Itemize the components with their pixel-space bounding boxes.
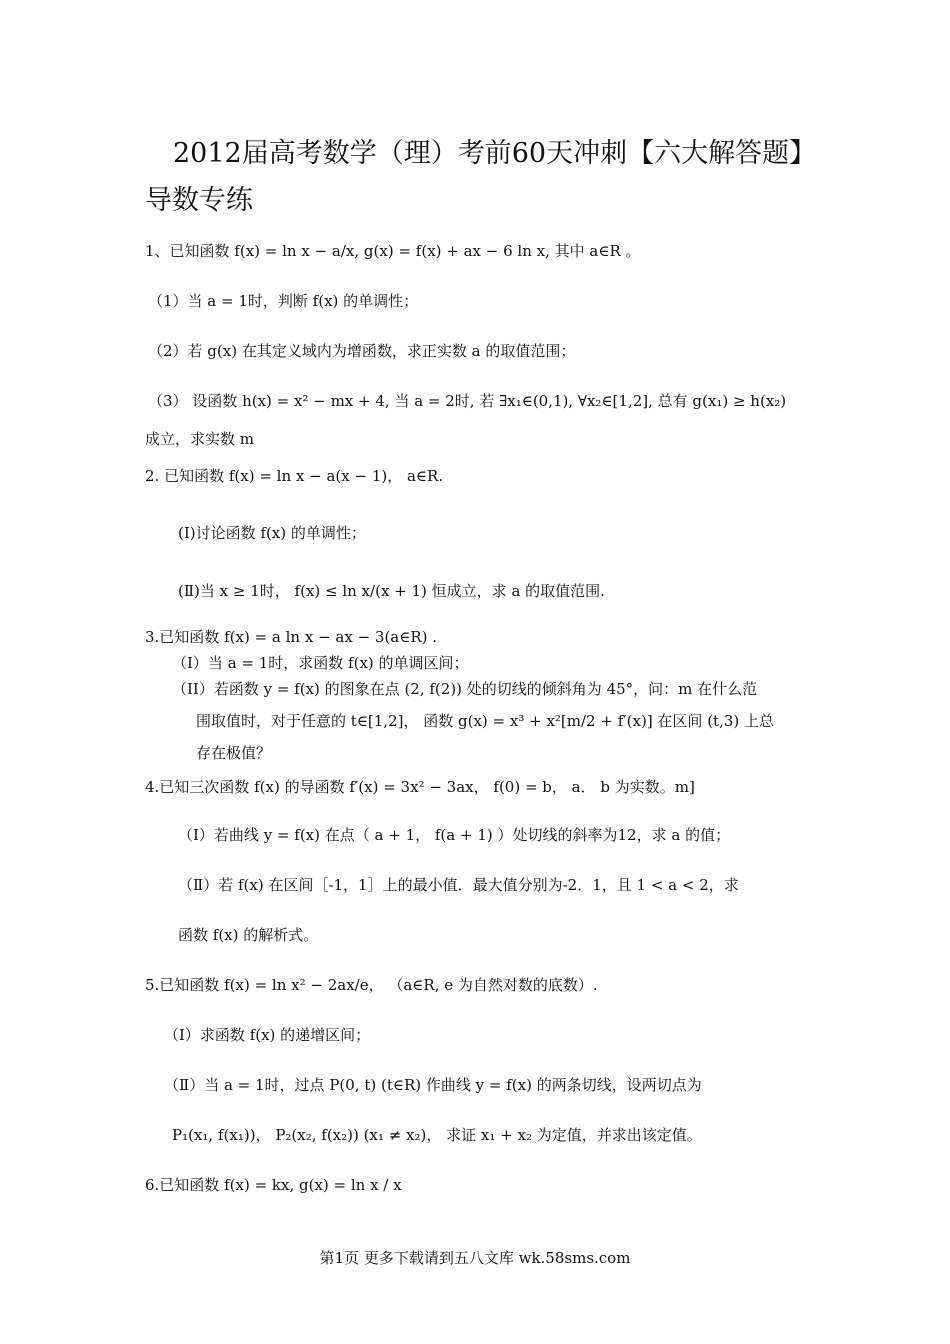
problem-1-part-3-cont: 成立，求实数 m xyxy=(145,430,254,448)
problem-3-part-1: （I）当 a = 1时，求函数 f(x) 的单调区间； xyxy=(172,654,469,672)
problem-3-part-2: （II）若函数 y = f(x) 的图象在点 (2, f(2)) 处的切线的倾斜角为 45°，问：m 在什么范 xyxy=(172,680,758,698)
problem-5-part-1: （Ⅰ）求函数 f(x) 的递增区间； xyxy=(164,1026,371,1044)
problem-5-part-2-cont: P₁(x₁, f(x₁))， P₂(x₂, f(x₂)) (x₁ ≠ x₂)， 求证 x₁ + x₂ 为定值，并求出该定值。 xyxy=(172,1126,702,1144)
problem-4-statement: 4.已知三次函数 f(x) 的导函数 f′(x) = 3x² − 3ax， f(0) = b， a． b 为实数。m] xyxy=(145,778,695,796)
problem-3-part-2-cont: 围取值时，对于任意的 t∈[1,2]， 函数 g(x) = x³ + x²[m/2 + f′(x)] 在区间 (t,3) 上总 xyxy=(196,712,775,730)
problem-1-part-2: （2）若 g(x) 在其定义域内为增函数，求正实数 a 的取值范围； xyxy=(148,342,576,360)
problem-4-part-1: （Ⅰ）若曲线 y = f(x) 在点（ a + 1， f(a + 1) ）处切线的斜率为12，求 a 的值； xyxy=(178,826,731,844)
page-footer: 第1页 更多下载请到五八文库 wk.58sms.com xyxy=(319,1249,631,1267)
problem-6-statement: 6.已知函数 f(x) = kx, g(x) = ln x / x xyxy=(145,1176,402,1194)
document-title: 2012届高考数学（理）考前60天冲刺【六大解答题】导数专练 xyxy=(145,138,817,216)
problem-4-part-2-cont: 函数 f(x) 的解析式。 xyxy=(178,926,319,944)
problem-3-statement: 3.已知函数 f(x) = a ln x − ax − 3(a∈R) . xyxy=(145,628,438,646)
problem-1-part-1: （1）当 a = 1时，判断 f(x) 的单调性； xyxy=(148,292,419,310)
problem-2-part-1: (Ⅰ)讨论函数 f(x) 的单调性； xyxy=(178,524,366,542)
problem-4-part-2: （Ⅱ）若 f(x) 在区间［-1，1］上的最小值．最大值分别为-2．1，且 1 < a < 2，求 xyxy=(178,876,739,894)
problem-1-part-3: （3） 设函数 h(x) = x² − mx + 4, 当 a = 2时, 若 ∃x₁∈(0,1), ∀x₂∈[1,2], 总有 g(x₁) ≥ h(x₂) xyxy=(148,392,787,410)
problem-5-statement: 5.已知函数 f(x) = ln x² − 2ax/e， （a∈R, e 为自然对数的底数）. xyxy=(145,976,598,994)
problem-2-statement: 2. 已知函数 f(x) = ln x − a(x − 1)， a∈R. xyxy=(145,467,444,485)
problem-2-part-2: (Ⅱ)当 x ≥ 1时， f(x) ≤ ln x/(x + 1) 恒成立，求 a 的取值范围. xyxy=(178,582,605,600)
problem-1-statement: 1、已知函数 f(x) = ln x − a/x, g(x) = f(x) + ax − 6 ln x, 其中 a∈R 。 xyxy=(145,242,641,260)
problem-3-part-2-end: 存在极值？ xyxy=(196,744,272,762)
problem-5-part-2: （Ⅱ）当 a = 1时，过点 P(0, t) (t∈R) 作曲线 y = f(x) 的两条切线，设两切点为 xyxy=(164,1076,702,1094)
